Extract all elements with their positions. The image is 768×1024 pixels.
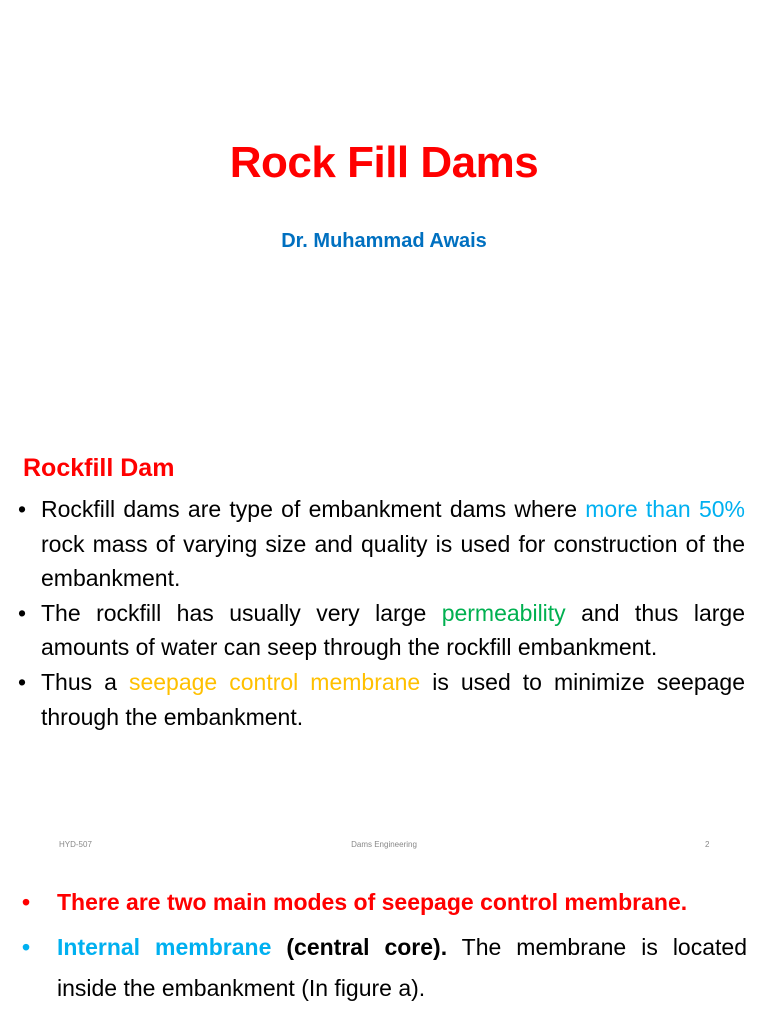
- bullet-highlight: Internal membrane: [57, 934, 272, 960]
- bullet-list: [22, 882, 747, 1013]
- bullet-highlight: permeability: [441, 599, 566, 626]
- bullet-text: Rockfill dams are type of embankment dams where: [41, 496, 586, 522]
- footer-course-code: HYD-507: [59, 840, 92, 849]
- slide-2: [0, 860, 768, 1024]
- bullet-text: and thus large amounts of water can seep through the rockfill embankment.: [41, 599, 745, 661]
- bullet-text: There are two main modes of seepage control membrane.: [57, 889, 688, 915]
- bullet-icon: •: [22, 934, 31, 960]
- bullet-text: rock mass of varying size and quality is used for construction of the embankment.: [41, 530, 745, 592]
- bullet-item: [18, 596, 745, 665]
- bullet-text: The membrane is located inside the embankment (In figure a).: [57, 934, 747, 1001]
- bullet-icon: •: [18, 668, 27, 695]
- slide-author: Dr. Muhammad Awais: [281, 230, 487, 252]
- footer-page-number: 2: [705, 840, 710, 849]
- bullet-text: The rockfill has usually very large: [41, 599, 442, 626]
- bullet-text: is used to minimize seepage through the embankment.: [41, 668, 745, 730]
- bullet-item: [18, 665, 745, 734]
- bullet-item: [18, 492, 745, 596]
- bullet-item: [22, 882, 747, 923]
- slide-title: Rock Fill Dams: [229, 138, 539, 187]
- bullet-icon: •: [18, 599, 27, 626]
- section-heading: Rockfill Dam: [23, 454, 175, 482]
- footer-course-title: Dams Engineering: [351, 840, 417, 849]
- bullet-text: (central core).: [271, 934, 448, 960]
- bullet-icon: •: [22, 889, 31, 915]
- bullet-icon: •: [18, 496, 27, 522]
- bullet-highlight: more than 50%: [585, 496, 745, 522]
- bullet-item: [22, 927, 747, 1009]
- bullet-text: Thus a: [41, 668, 129, 695]
- bullet-highlight: seepage control membrane: [128, 668, 421, 695]
- bullet-list: [18, 492, 745, 734]
